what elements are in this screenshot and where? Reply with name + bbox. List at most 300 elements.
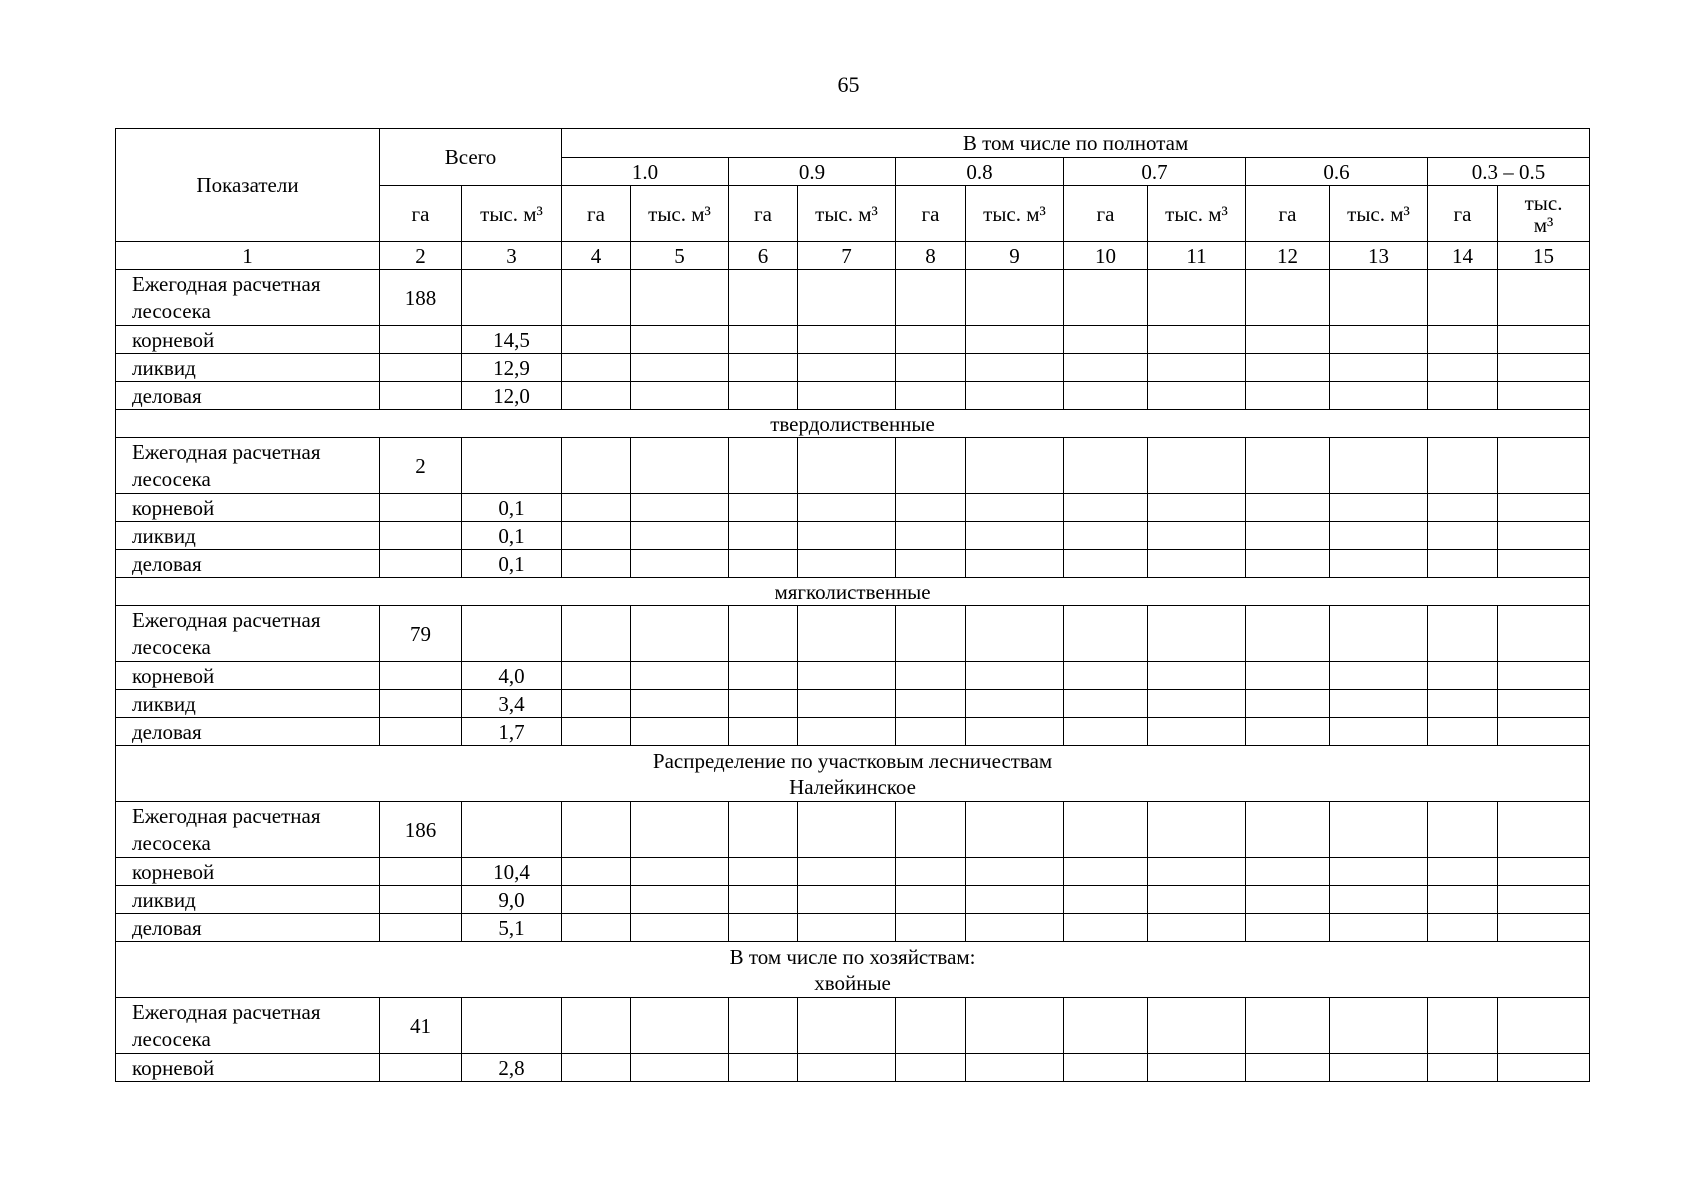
empty-cell [1246,270,1330,326]
empty-cell [896,326,966,354]
empty-cell [729,914,798,942]
empty-cell [1498,382,1590,410]
empty-cell [1428,998,1498,1054]
empty-cell [1498,998,1590,1054]
empty-cell [562,270,631,326]
empty-cell [1330,550,1428,578]
empty-cell [729,522,798,550]
empty-cell [1498,438,1590,494]
empty-cell [896,550,966,578]
section-title-line: В том числе по хозяйствам: [729,944,976,969]
empty-cell [631,494,729,522]
empty-cell [1064,326,1148,354]
empty-cell [1246,522,1330,550]
column-number: 2 [380,242,462,270]
empty-cell [966,914,1064,942]
empty-cell [966,606,1064,662]
empty-cell [966,802,1064,858]
total-ha-cell [380,326,462,354]
table-row [116,718,1590,746]
total-ha-cell [380,662,462,690]
empty-cell [966,550,1064,578]
total-ha-cell [380,494,462,522]
empty-cell [1148,494,1246,522]
empty-cell [1330,494,1428,522]
empty-cell [729,662,798,690]
row-label: ликвид [116,522,380,550]
section-title-line: хвойные [814,970,891,995]
density-header: 1.0 [562,158,729,186]
total-m3-cell: 9,0 [462,886,562,914]
unit-m3-header: тыс. м³ [966,186,1064,242]
empty-cell [966,998,1064,1054]
row-label: корневой [116,662,380,690]
density-header: 0.6 [1246,158,1428,186]
row-label: ликвид [116,354,380,382]
total-m3-cell [462,802,562,858]
empty-cell [631,522,729,550]
density-header: 0.9 [729,158,896,186]
empty-cell [1064,494,1148,522]
empty-cell [729,354,798,382]
empty-cell [1148,354,1246,382]
empty-cell [562,1054,631,1082]
header-by-density: В том числе по полнотам [562,129,1590,158]
empty-cell [1064,998,1148,1054]
empty-cell [896,914,966,942]
empty-cell [1246,494,1330,522]
section-header-row [116,578,1590,606]
total-m3-cell: 12,9 [462,354,562,382]
total-m3-cell: 0,1 [462,494,562,522]
total-m3-cell: 0,1 [462,550,562,578]
empty-cell [798,606,896,662]
empty-cell [1330,662,1428,690]
unit-ha-header: га [896,186,966,242]
empty-cell [631,998,729,1054]
empty-cell [1148,802,1246,858]
density-header: 0.8 [896,158,1064,186]
empty-cell [1064,1054,1148,1082]
empty-cell [631,550,729,578]
empty-cell [966,662,1064,690]
column-number: 4 [562,242,631,270]
empty-cell [1330,522,1428,550]
total-m3-cell [462,998,562,1054]
empty-cell [1428,886,1498,914]
empty-cell [631,858,729,886]
row-label: Ежегодная расчетная лесосека [116,606,380,662]
row-label: Ежегодная расчетная лесосека [116,270,380,326]
empty-cell [798,718,896,746]
empty-cell [966,522,1064,550]
empty-cell [1498,606,1590,662]
empty-cell [1330,914,1428,942]
empty-cell [729,270,798,326]
empty-cell [798,354,896,382]
empty-cell [1428,382,1498,410]
empty-cell [1246,326,1330,354]
empty-cell [1498,522,1590,550]
total-m3-cell [462,270,562,326]
section-title [116,942,1590,998]
empty-cell [631,802,729,858]
unit-ha-header: га [562,186,631,242]
empty-cell [798,886,896,914]
empty-cell [1330,690,1428,718]
table-row [116,858,1590,886]
empty-cell [1064,914,1148,942]
empty-cell [1428,1054,1498,1082]
column-number: 15 [1498,242,1590,270]
empty-cell [1064,662,1148,690]
empty-cell [562,382,631,410]
empty-cell [966,354,1064,382]
empty-cell [631,914,729,942]
empty-cell [562,914,631,942]
table-row [116,690,1590,718]
page-number: 65 [837,72,860,97]
empty-cell [729,886,798,914]
header-total: Всего [380,129,562,186]
empty-cell [631,354,729,382]
empty-cell [798,382,896,410]
empty-cell [1148,550,1246,578]
row-label: корневой [116,326,380,354]
empty-cell [1246,606,1330,662]
empty-cell [631,886,729,914]
empty-cell [896,494,966,522]
empty-cell [1330,998,1428,1054]
empty-cell [631,690,729,718]
density-header: 0.3 – 0.5 [1428,158,1590,186]
row-label: Ежегодная расчетная лесосека [116,998,380,1054]
density-header: 0.7 [1064,158,1246,186]
total-m3-cell: 4,0 [462,662,562,690]
empty-cell [729,1054,798,1082]
column-number: 5 [631,242,729,270]
empty-cell [798,690,896,718]
empty-cell [562,662,631,690]
section-title-line: Распределение по участковым лесничествам [652,748,1053,773]
empty-cell [966,438,1064,494]
column-number-row [116,242,1590,270]
empty-cell [1064,550,1148,578]
empty-cell [896,998,966,1054]
empty-cell [896,382,966,410]
empty-cell [1330,606,1428,662]
total-m3-cell: 14,5 [462,326,562,354]
total-ha-cell: 188 [380,270,462,326]
total-m3-cell: 10,4 [462,858,562,886]
empty-cell [1428,522,1498,550]
empty-cell [1064,522,1148,550]
empty-cell [1246,354,1330,382]
total-ha-cell [380,550,462,578]
table-row [116,326,1590,354]
empty-cell [1246,662,1330,690]
column-number: 9 [966,242,1064,270]
empty-cell [798,326,896,354]
total-ha-cell [380,690,462,718]
total-ha-cell [380,914,462,942]
column-number: 3 [462,242,562,270]
empty-cell [1498,690,1590,718]
empty-cell [1428,858,1498,886]
empty-cell [966,326,1064,354]
total-m3-cell: 5,1 [462,914,562,942]
empty-cell [1498,718,1590,746]
empty-cell [1246,550,1330,578]
section-title [116,578,1590,606]
empty-cell [1064,718,1148,746]
empty-cell [966,382,1064,410]
column-number: 10 [1064,242,1148,270]
empty-cell [1428,914,1498,942]
empty-cell [1428,802,1498,858]
section-title [116,410,1590,438]
row-label: деловая [116,718,380,746]
total-m3-cell [462,438,562,494]
empty-cell [631,438,729,494]
total-m3-cell: 3,4 [462,690,562,718]
table-row [116,270,1590,326]
empty-cell [562,718,631,746]
empty-cell [1246,718,1330,746]
empty-cell [562,354,631,382]
empty-cell [896,606,966,662]
empty-cell [562,998,631,1054]
empty-cell [966,1054,1064,1082]
empty-cell [966,718,1064,746]
empty-cell [1428,690,1498,718]
empty-cell [1498,886,1590,914]
empty-cell [896,802,966,858]
empty-cell [1064,886,1148,914]
empty-cell [1064,858,1148,886]
empty-cell [1148,270,1246,326]
empty-cell [729,858,798,886]
empty-cell [1064,690,1148,718]
empty-cell [1064,354,1148,382]
empty-cell [1428,438,1498,494]
empty-cell [896,886,966,914]
empty-cell [798,662,896,690]
empty-cell [1428,494,1498,522]
empty-cell [896,718,966,746]
empty-cell [1148,662,1246,690]
total-ha-cell: 79 [380,606,462,662]
empty-cell [1428,550,1498,578]
empty-cell [1428,606,1498,662]
empty-cell [798,914,896,942]
empty-cell [1246,1054,1330,1082]
row-label: ликвид [116,886,380,914]
empty-cell [562,606,631,662]
empty-cell [1064,606,1148,662]
unit-ha-header: га [1428,186,1498,242]
total-m3-cell: 0,1 [462,522,562,550]
table-body [116,129,1590,1082]
empty-cell [798,858,896,886]
empty-cell [1148,606,1246,662]
column-number: 11 [1148,242,1246,270]
column-number: 1 [116,242,380,270]
empty-cell [1498,270,1590,326]
empty-cell [966,494,1064,522]
row-label: корневой [116,1054,380,1082]
empty-cell [562,858,631,886]
empty-cell [896,858,966,886]
column-number: 6 [729,242,798,270]
empty-cell [562,522,631,550]
empty-cell [1330,886,1428,914]
empty-cell [1246,690,1330,718]
empty-cell [631,606,729,662]
section-header-row [116,410,1590,438]
total-ha-cell: 186 [380,802,462,858]
empty-cell [896,1054,966,1082]
empty-cell [562,438,631,494]
section-title-line: Налейкинское [789,774,917,799]
empty-cell [631,662,729,690]
empty-cell [966,858,1064,886]
empty-cell [562,802,631,858]
table-row [116,998,1590,1054]
empty-cell [1148,326,1246,354]
empty-cell [1246,802,1330,858]
total-m3-cell [462,606,562,662]
empty-cell [729,606,798,662]
total-m3-cell: 2,8 [462,1054,562,1082]
empty-cell [1330,354,1428,382]
empty-cell [798,438,896,494]
table-row [116,662,1590,690]
table-row [116,1054,1590,1082]
section-title-line: мягколиственные [774,579,931,604]
empty-cell [896,662,966,690]
empty-cell [729,802,798,858]
section-title-line: твердолиственные [770,411,935,436]
empty-cell [1330,858,1428,886]
total-ha-cell [380,886,462,914]
column-number: 14 [1428,242,1498,270]
empty-cell [1498,326,1590,354]
table-row [116,494,1590,522]
table-row [116,522,1590,550]
empty-cell [729,690,798,718]
empty-cell [562,690,631,718]
allowable-cut-table [115,128,1590,1082]
empty-cell [1428,354,1498,382]
unit-m3-header: тыс. м³ [798,186,896,242]
total-ha-cell [380,1054,462,1082]
empty-cell [729,718,798,746]
total-ha-cell [380,522,462,550]
empty-cell [1428,662,1498,690]
empty-cell [896,354,966,382]
empty-cell [798,522,896,550]
table-row [116,886,1590,914]
empty-cell [1148,886,1246,914]
header-indicators: Показатели [116,129,380,242]
row-label: деловая [116,382,380,410]
empty-cell [896,438,966,494]
column-number: 13 [1330,242,1428,270]
empty-cell [966,270,1064,326]
empty-cell [896,522,966,550]
empty-cell [729,326,798,354]
empty-cell [1064,438,1148,494]
row-label: деловая [116,914,380,942]
total-ha-cell [380,858,462,886]
column-number: 12 [1246,242,1330,270]
row-label: корневой [116,494,380,522]
empty-cell [1064,270,1148,326]
empty-cell [1428,326,1498,354]
empty-cell [1246,886,1330,914]
table-row [116,802,1590,858]
table-row [116,354,1590,382]
unit-ha-header: га [1246,186,1330,242]
table-row [116,438,1590,494]
empty-cell [1428,718,1498,746]
table-row [116,382,1590,410]
total-ha-cell: 2 [380,438,462,494]
empty-cell [1498,858,1590,886]
empty-cell [1498,494,1590,522]
empty-cell [1330,718,1428,746]
empty-cell [1498,662,1590,690]
empty-cell [896,690,966,718]
empty-cell [1148,998,1246,1054]
empty-cell [729,382,798,410]
empty-cell [631,1054,729,1082]
empty-cell [1498,354,1590,382]
empty-cell [1064,802,1148,858]
empty-cell [562,550,631,578]
unit-m3-header: тыс. м³ [631,186,729,242]
empty-cell [1498,914,1590,942]
empty-cell [798,494,896,522]
unit-ha-header: га [380,186,462,242]
empty-cell [1148,690,1246,718]
empty-cell [1148,1054,1246,1082]
total-ha-cell [380,382,462,410]
empty-cell [896,270,966,326]
empty-cell [1246,914,1330,942]
empty-cell [562,326,631,354]
empty-cell [1330,382,1428,410]
row-label: деловая [116,550,380,578]
table-row [116,606,1590,662]
empty-cell [631,270,729,326]
empty-cell [1246,858,1330,886]
column-number: 8 [896,242,966,270]
empty-cell [1498,1054,1590,1082]
table-row [116,550,1590,578]
empty-cell [631,718,729,746]
empty-cell [729,998,798,1054]
row-label: ликвид [116,690,380,718]
empty-cell [729,438,798,494]
empty-cell [1498,550,1590,578]
empty-cell [1330,1054,1428,1082]
unit-ha-header: га [729,186,798,242]
empty-cell [1246,382,1330,410]
total-ha-cell [380,354,462,382]
empty-cell [798,998,896,1054]
